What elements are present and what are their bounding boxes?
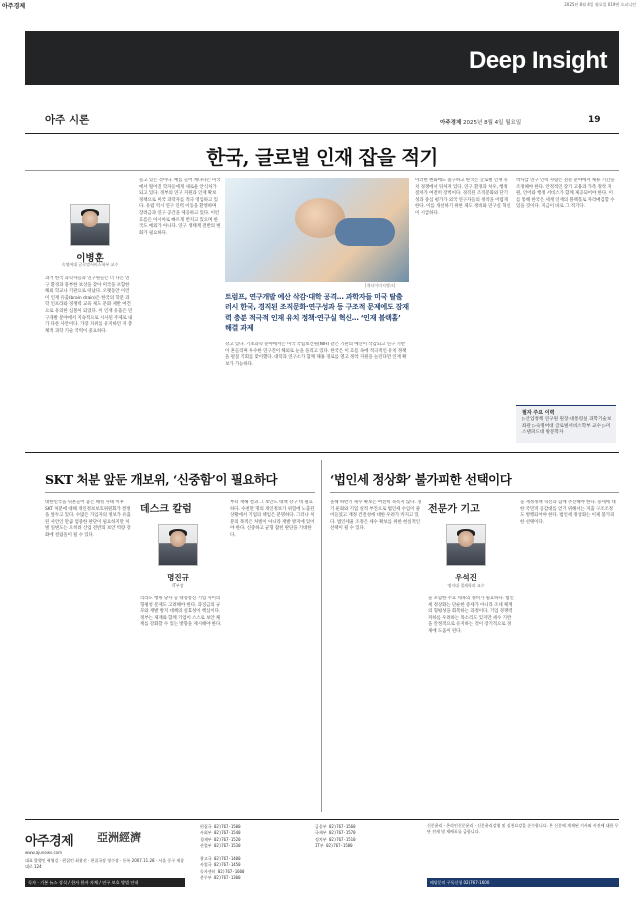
lead-col-4: 이러한 변화에도 불구하고 한국은 글로벌 인재 유치 경쟁에서 뒤처져 있다. 연구 환경과 처우, 행정 절차가 여전히 장벽이다. 경직된 조직문화와 단기 성과 중심 평가가 외국 연구자들의 정착을 어렵게 한다. 이를 개선하기 위한 제도 정비와 연구실 혁신이 시급하다. — [415, 178, 511, 216]
directory-entry: 총무부 02)767-1300 — [200, 874, 241, 880]
directory-entry: 금융부 02)767-1560 — [315, 824, 356, 829]
left-col-3: 부터 재해 결과 그 보안도 대책 강구 데 필요하다. 수천만 명의 개인정보가 위험에 노출된 상황에서 기업의 책임은 분명하다. 그러나 처분의 목적은 처벌이 아니라 재발 방지에 있어야 한다. 신중하고 균형 잡힌 판단을 기대한다. — [230, 500, 315, 538]
right-col-2: 을 포함한 주요 세목의 정비가 필요하다. 법인세 정상화는 단순한 증세가 아니라 조세 체계의 형평성을 회복하는 과정이다. 기업 경쟁력 저하를 우려하는 목소리도 있지만 세수 기반을 안정적으로 유지하는 것이 장기적으로 경제에 도움이 된다. — [428, 596, 514, 634]
footer-url[interactable]: www.ajunews.com — [25, 850, 62, 855]
directory-entry: 사업국 02)767-1450 — [200, 862, 241, 868]
left-col-1: 대한민국을 뒤흔들어 놓은 해킹 사태 이후 SKT 처분에 대해 개인정보보호위원회가 결정을 앞두고 있다. 수많은 가입자의 정보가 유출된 사안인 만큼 엄중한 판단이 필요하지만 처벌 일변도는 오히려 산업 전반의 보안 역량 강화에 걸림돌이 될 수 있다. — [45, 500, 131, 538]
left-author-name: 명진규 — [167, 573, 189, 582]
left-author-title: IT부장 — [172, 583, 184, 588]
directory-entry: 국제부 02)767-1570 — [315, 830, 356, 836]
directory-entry: 경제부 02)767-1520 — [200, 836, 241, 842]
lead-author-title: 숙명여대 글로벌서비스학부 교수 — [61, 262, 119, 267]
right-author-name: 우석진 — [455, 573, 477, 582]
directory-entry: 산업부 02)767-1530 — [200, 842, 241, 848]
lead-deck: 트럼프, 연구개발 예산 삭감·대학 공격… 과학자들 미국 탈출 러시 한국, 경직된 조직문화·연구성과 등 구조적 문제에도 잠재력 충분 적극적 인재 유치 정책·연구실 혁신… ‘인재 블랙홀’ 해결 과제 — [225, 292, 409, 333]
lead-author-name: 이병훈 — [76, 253, 104, 264]
right-column-label: 전문가 기고 — [428, 504, 480, 515]
footer-publisher-info: 대표 발행인 곽영길 · 편집인 최광선 · 편집국장 정수장 · 등록 2007.11.28 · 서울 중구 세종대로 124 — [25, 858, 185, 869]
career-box-body: ▷산업정책 연구원 원장·대통령실 과학기술보좌관 ▷숙명여대 글로벌서비스학부 교수 ▷미 스탠퍼드대 방문학자 — [522, 417, 612, 436]
left-column-label: 데스크 칼럼 — [140, 504, 192, 515]
career-box-title: 필자 주요 이력 — [522, 410, 555, 416]
right-headline: ‘법인세 정상화’ 불가피한 선택이다 — [330, 472, 512, 487]
headline-divider — [25, 170, 619, 171]
right-author-title: 명지대 경제학과 교수 — [447, 583, 485, 588]
lead-col-3: 강고 있다. 기초과학 분야에서는 미국 국립보건원(NIH) 같은 기관의 예산이 삭감되고 연구 기반이 흔들리며 우수한 연구진이 해외로 눈을 돌리고 있다. 한국은 이 흐름 속에 적극적인 유치 정책을 펼칠 기회를 맞이했다. 대학과 연구소가 함께 채용 경로를 열고 정착 지원을 늘린다면 인재 확보가 가능하다. — [225, 342, 407, 367]
footer-brand-hanja: 亞洲經濟 — [97, 831, 141, 844]
left-author-photo — [158, 524, 198, 566]
footer-subscription-bar: 배달문의 구독신청 02)767-1600 — [427, 878, 619, 887]
column-divider — [321, 460, 322, 812]
footer-legal: 신문윤리 · 온라인신문윤리 · 신문윤리강령 및 실천요강을 준수합니다. 본 신문에 게재된 기사와 사진에 대한 무단 전재 및 재배포를 금합니다. — [427, 823, 619, 834]
directory-entry: IT부 02)767-1580 — [315, 842, 353, 848]
left-headline-divider — [45, 492, 315, 493]
left-headline: SKT 처분 앞둔 개보위, ‘신중함’이 필요하다 — [45, 472, 278, 487]
paper-name: 아주경제 — [440, 120, 462, 126]
portrait-face — [170, 531, 186, 547]
masthead-mini: 아주경제 — [2, 3, 26, 10]
photo-caption: [게티이미지뱅크] — [365, 283, 396, 288]
right-col-1: 올해 하반기 세수 확보는 여전히 녹록지 않다. 경기 둔화와 기업 실적 부진으로 법인세 수입이 줄어들었고 재정 건전성에 대한 우려가 커지고 있다. 법인세율 조정은 세수 확보를 위한 현실적인 선택이 될 수 있다. — [330, 500, 422, 532]
lead-col-1: 과거 한국 과학자들과 연구원들은 더 나은 연구 환경과 풍부한 보상을 찾아 미국을 포함한 해외 학교나 기관으로 떠났다. 오랫동안 이런 이 인재 유출(brain drain)은 한국의 학문 과학 인프라와 경쟁력 교육 제도 문화 제반 여건으로 유의한 심볼이 되었다. 이 인재 유출은 연구개발 분야에서 지속적으로 시사된 주제로 내가 다룬 사안이다. 가장 지위를 유지하던 지 총체적 과학 기술 국력이 중요하다. — [45, 276, 133, 334]
banner-cutout — [25, 85, 619, 133]
lead-photo — [225, 178, 409, 282]
lead-col-5: 박사급 연구 인력 사람은 전문 분야에서 체류 기간을 조정해야 한다. 안정적인 장기 고용과 가족 정착 지원, 언어와 행정 서비스가 함께 제공되어야 한다. 이를 통해 한국은 세계 인재의 블랙홀로 자리매김할 수 있을 것이다. 지금이 바로 그 적기다. — [516, 178, 615, 210]
page-number: 19 — [588, 115, 601, 125]
portrait-face — [458, 531, 474, 547]
directory-entry: 사회부 02)767-1540 — [200, 830, 241, 836]
top-bar — [0, 0, 640, 9]
directory-entry: 독자센터 02)767-1600 — [200, 868, 245, 874]
left-col-2: 리라도 행위 당사 공 대형통신 기업 사이의 형평성 문제도 고려해야 한다. 과징금의 규모와 재발 방지 대책의 실효성이 핵심이다. 정부는 제재와 함께 기업이 스스로 보안 체계를 강화할 수 있는 방향을 제시해야 한다. — [140, 596, 222, 628]
paper-date — [440, 118, 521, 126]
directory-col-2 — [315, 824, 425, 849]
mid-divider — [25, 452, 619, 453]
author-photo — [70, 204, 110, 246]
directory-col-3 — [200, 856, 425, 881]
portrait-face — [82, 211, 98, 227]
right-col-3: 을 재정정책 혁신과 함께 추진해야 한다. 증세에 대한 국민적 공감대를 얻기 위해서는 지출 구조조정도 병행되어야 한다. 법인세 정상화는 이제 불가피한 선택이다. — [520, 500, 616, 525]
author-career-box — [516, 405, 616, 443]
directory-entry: 광고국 02)767-1400 — [200, 856, 241, 861]
footer-notice-bar: 독자 · 기본 뉴스 상식 / 한자 한자 자체 / 연구 보호 방법 안내 — [25, 878, 185, 887]
lead-headline: 한국, 글로벌 인재 잡을 적기 — [206, 146, 438, 169]
directory-entry: 정치부 02)767-1510 — [315, 836, 356, 842]
right-author-photo — [446, 524, 486, 566]
footer — [25, 819, 619, 891]
issue-date: 2025년 8월 4일 월요일 — [463, 120, 522, 126]
footer-brand: 아주경제 — [25, 834, 74, 849]
section-name: 아주 시론 — [45, 114, 90, 126]
header-divider — [25, 133, 619, 134]
issue-line: 2025년 8월 4일 월요일 019면 오피니언 — [564, 2, 636, 7]
banner-title: Deep Insight — [468, 47, 607, 74]
photo-detail — [335, 218, 395, 246]
right-headline-divider — [330, 492, 619, 493]
lead-col-2: 늘고 있는 것이다. 예를 들어 캐나다는 미국에서 떨어진 학자들에게 새로운 안식처가 되고 있다. 정부의 연구 지원과 인재 확보 정책으로 미국 과학자를 적극 영입하고 있다. 유럽 역시 연구 인력 이동을 환영하며 장려금과 연구 공간을 제공하고 있다. 이런 흐름은 아시아로 빠르게 번지고 있으며 한국도 예외가 아니다. 연구 생태계 전반의 변화가 필요하다. — [139, 178, 221, 236]
directory-entry: 편집국 02)767-1500 — [200, 824, 241, 829]
directory-col-1 — [200, 824, 310, 849]
